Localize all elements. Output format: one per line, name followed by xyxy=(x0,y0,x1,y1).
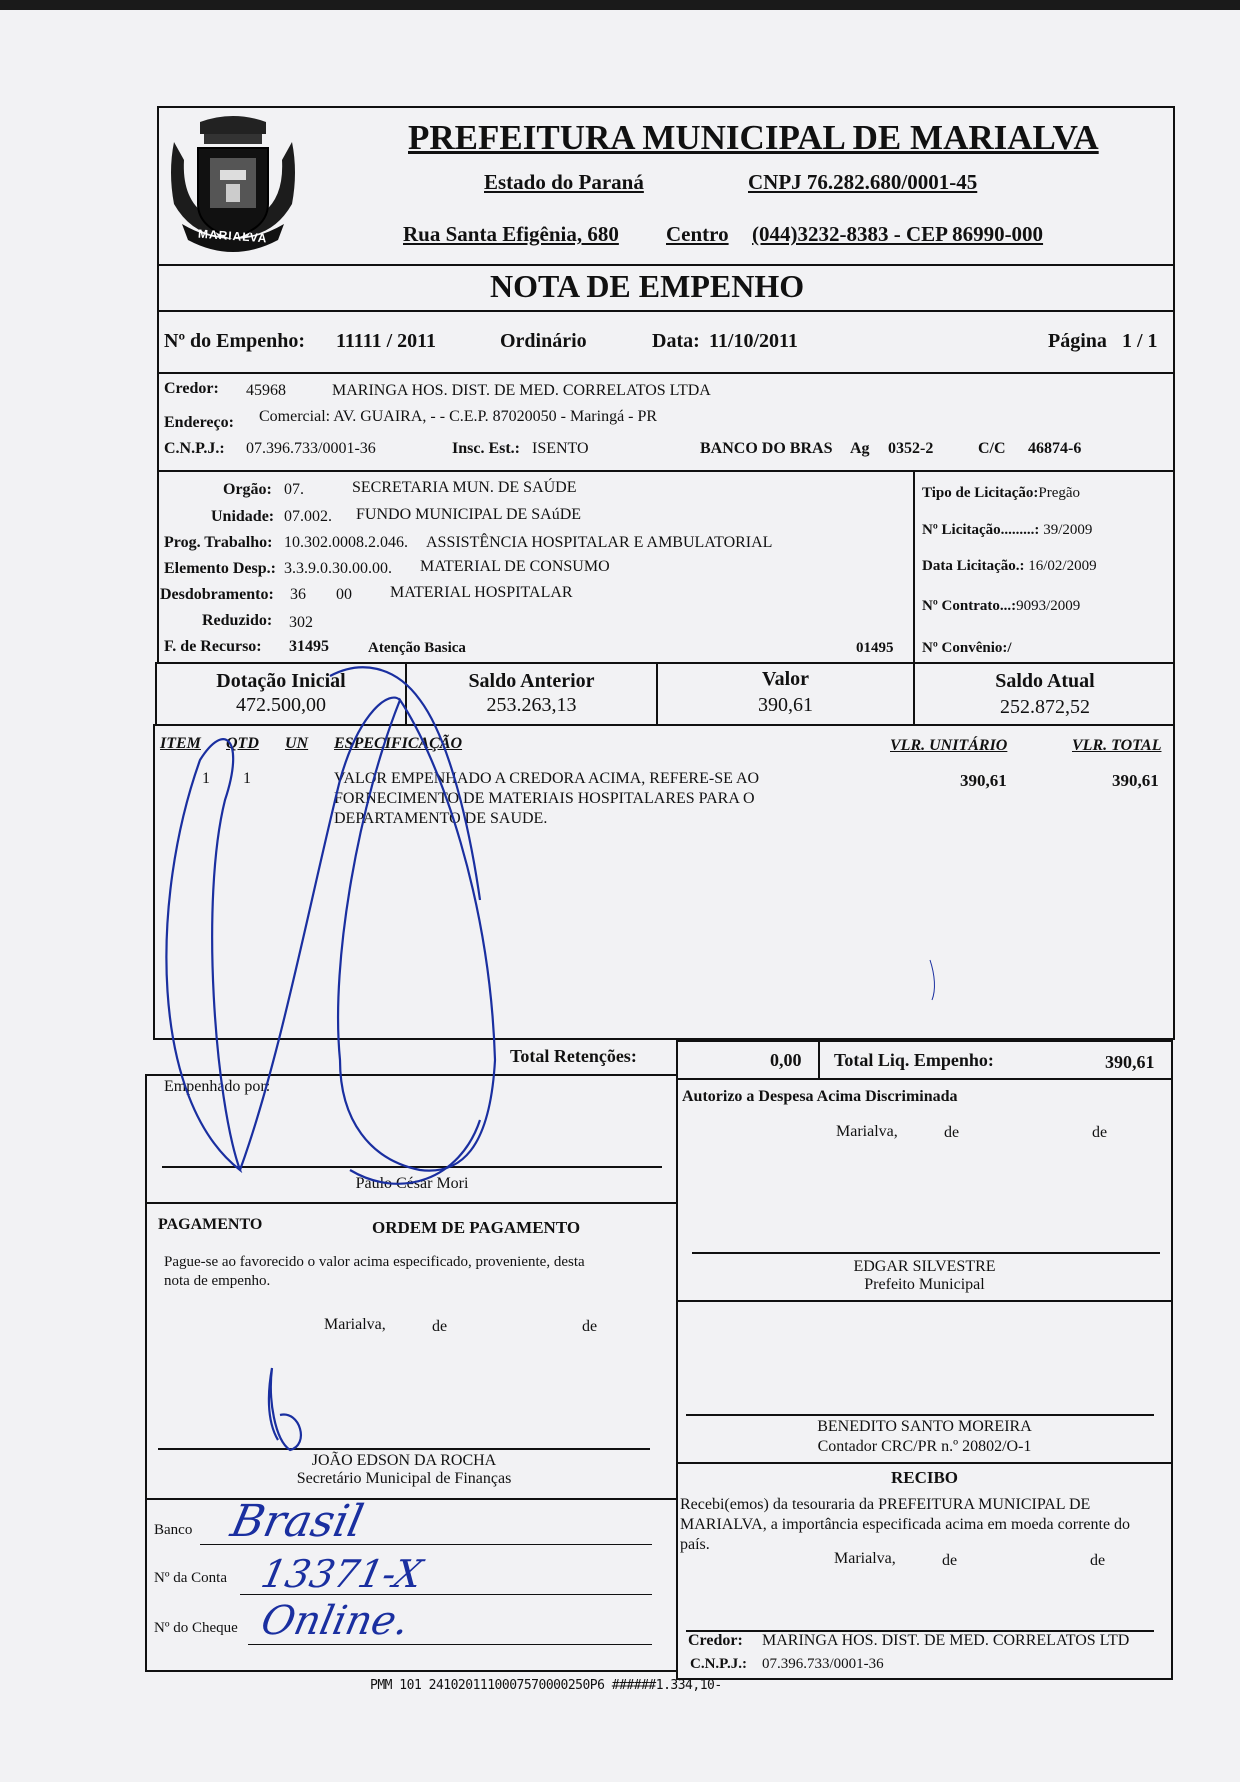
empenho-number: 11111 / 2011 xyxy=(336,330,437,352)
recibo-cnpj-label: C.N.P.J.: xyxy=(690,1656,747,1672)
elemento-code: 3.3.9.0.30.00.00. xyxy=(284,560,392,577)
ie-label: Insc. Est.: xyxy=(452,440,521,457)
page-label: Página xyxy=(1048,330,1107,352)
elemento-label: Elemento Desp.: xyxy=(164,560,276,577)
bank-name: BANCO DO BRAS xyxy=(700,440,833,457)
recibo-credor-label: Credor: xyxy=(688,1632,743,1649)
creditor-cnpj-label: C.N.P.J.: xyxy=(164,440,225,457)
unidade-label: Unidade: xyxy=(211,508,275,525)
recibo-line1: Recebi(emos) da tesouraria da PREFEITURA MUNICIPAL DE xyxy=(680,1496,1091,1513)
licitacao-numero-label: Nº Licitação.........: xyxy=(922,522,1040,538)
item-desc-line1: VALOR EMPENHADO A CREDORA ACIMA, REFERE-SE AO xyxy=(334,770,760,787)
recibo-place: Marialva, xyxy=(834,1550,896,1567)
street-label: Rua Santa Efigênia, 680 xyxy=(403,222,619,246)
item-desc-line3: DEPARTAMENTO DE SAUDE. xyxy=(334,810,548,827)
empenho-type: Ordinário xyxy=(500,330,587,352)
balance-value-valor: 390,61 xyxy=(758,694,813,716)
empenhado-por-label: Empenhado por: xyxy=(164,1078,271,1095)
page-number: 1 / 1 xyxy=(1122,330,1158,352)
recibo-cnpj: 07.396.733/0001-36 xyxy=(762,1656,884,1672)
licitacao-tipo-value: Pregão xyxy=(1038,485,1081,501)
phone-cep-label: (044)3232-8383 - CEP 86990-000 xyxy=(752,222,1044,246)
autorizo-place: Marialva, xyxy=(836,1123,898,1140)
empenhado-name: Paulo César Mori xyxy=(355,1175,469,1192)
licitacao-numero-value: 39/2009 xyxy=(1039,522,1093,538)
unidade-code: 07.002. xyxy=(284,508,332,525)
col-total-value: VLR. TOTAL xyxy=(1072,737,1162,754)
pagamento-de-2: de xyxy=(582,1318,598,1335)
autorizo-de-1: de xyxy=(944,1124,960,1141)
recibo-credor-name: MARINGA HOS. DIST. DE MED. CORRELATOS LTD xyxy=(762,1632,1130,1649)
pagamento-label: PAGAMENTO xyxy=(158,1216,263,1233)
balance-value-dotacao: 472.500,00 xyxy=(236,694,326,716)
agency-label: Ag xyxy=(850,440,870,457)
district-label: Centro xyxy=(666,222,729,246)
item-number: 1 xyxy=(202,770,210,787)
licitacao-data-value: 16/02/2009 xyxy=(1024,558,1097,574)
desdobramento-label: Desdobramento: xyxy=(160,586,274,603)
total-retencoes-label: Total Retenções: xyxy=(510,1046,637,1066)
ordem-pagamento-label: ORDEM DE PAGAMENTO xyxy=(372,1218,581,1237)
prog-name: ASSISTÊNCIA HOSPITALAR E AMBULATORIAL xyxy=(426,534,773,551)
total-liquido-value: 390,61 xyxy=(1105,1052,1155,1072)
creditor-address: Comercial: AV. GUAIRA, - - C.E.P. 87020050 - Maringá - PR xyxy=(259,408,658,425)
agency-value: 0352-2 xyxy=(888,440,934,457)
licitacao-data-label: Data Licitação.: xyxy=(922,558,1025,574)
total-retencoes-value: 0,00 xyxy=(770,1050,802,1070)
col-item: ITEM xyxy=(160,735,201,752)
pagamento-text-line1: Pague-se ao favorecido o valor acima especificado, proveniente, desta xyxy=(164,1254,585,1270)
elemento-name: MATERIAL DE CONSUMO xyxy=(420,558,610,575)
crest-banner-text: MARIALVA xyxy=(197,226,268,246)
contrato-value: 9093/2009 xyxy=(1016,598,1081,614)
desdobramento-code: 36 xyxy=(290,586,306,603)
empenho-date-label: Data: xyxy=(652,330,700,352)
cnpj-label: CNPJ 76.282.680/0001-45 xyxy=(748,170,978,194)
recurso-code: 31495 xyxy=(289,638,329,655)
banco-label: Banco xyxy=(154,1522,193,1538)
creditor-name: MARINGA HOS. DIST. DE MED. CORRELATOS LTDA xyxy=(332,382,711,399)
account-value: 46874-6 xyxy=(1028,440,1082,457)
recurso-name: Atenção Basica xyxy=(368,640,466,656)
balance-value-saldo-atual: 252.872,52 xyxy=(1000,696,1090,718)
conta-handwritten: 13371-X xyxy=(257,1552,427,1596)
pagamento-de-1: de xyxy=(432,1318,448,1335)
pagamento-role: Secretário Municipal de Finanças xyxy=(296,1470,512,1487)
cheque-label: Nº do Cheque xyxy=(154,1620,238,1636)
recibo-de-1: de xyxy=(942,1552,958,1569)
item-total-value: 390,61 xyxy=(1112,771,1159,790)
orgao-code: 07. xyxy=(284,481,304,498)
item-qty: 1 xyxy=(243,770,251,787)
contador-name: BENEDITO SANTO MOREIRA xyxy=(817,1418,1032,1435)
recibo-line2: MARIALVA, a importância especificada acima em moeda corrente do xyxy=(680,1516,1131,1533)
conta-label: Nº da Conta xyxy=(154,1570,227,1586)
prog-code: 10.302.0008.2.046. xyxy=(284,534,408,551)
creditor-cnpj: 07.396.733/0001-36 xyxy=(246,440,376,457)
balance-label-saldo-anterior: Saldo Anterior xyxy=(468,670,595,692)
recibo-de-2: de xyxy=(1090,1552,1106,1569)
banco-handwritten: Brasil xyxy=(226,1496,368,1547)
balance-label-dotacao: Dotação Inicial xyxy=(216,670,346,692)
recibo-title: RECIBO xyxy=(890,1468,959,1487)
document-title: NOTA DE EMPENHO xyxy=(490,268,805,304)
pagamento-text-line2: nota de empenho. xyxy=(164,1273,271,1289)
contador-role: Contador CRC/PR n.º 20802/O-1 xyxy=(817,1438,1032,1455)
recurso-number: 01495 xyxy=(856,640,894,656)
col-un: UN xyxy=(285,735,309,752)
balance-value-saldo-anterior: 253.263,13 xyxy=(486,694,577,716)
orgao-label: Orgão: xyxy=(223,481,272,498)
autorizo-label: Autorizo a Despesa Acima Discriminada xyxy=(682,1088,958,1105)
reduzido-value: 302 xyxy=(289,614,313,631)
reduzido-label: Reduzido: xyxy=(202,612,273,629)
creditor-code: 45968 xyxy=(246,382,286,399)
state-label: Estado do Paraná xyxy=(484,170,644,194)
empenho-date: 11/10/2011 xyxy=(709,330,798,352)
desdobramento-name: MATERIAL HOSPITALAR xyxy=(390,584,573,601)
recibo-line3: país. xyxy=(680,1536,710,1553)
col-unit-value: VLR. UNITÁRIO xyxy=(890,737,1008,754)
cheque-handwritten: Online. xyxy=(257,1598,414,1644)
col-especificacao: ESPECIFICAÇÃO xyxy=(334,735,463,752)
col-qtd: QTD xyxy=(226,735,259,752)
unidade-name: FUNDO MUNICIPAL DE SAúDE xyxy=(356,506,582,523)
pagamento-place: Marialva, xyxy=(324,1316,386,1333)
autorizo-role: Prefeito Municipal xyxy=(864,1276,985,1293)
contrato-label: Nº Contrato...: xyxy=(922,598,1017,614)
item-unit-value: 390,61 xyxy=(960,771,1007,790)
pagamento-signatory: JOÃO EDSON DA ROCHA xyxy=(311,1452,497,1469)
total-liquido-label: Total Liq. Empenho: xyxy=(834,1050,994,1070)
empenho-number-label: Nº do Empenho: xyxy=(164,330,306,352)
footer-code: PMM 101 2410201110007570000250P6 ######1.334,10- xyxy=(370,1678,722,1693)
prog-label: Prog. Trabalho: xyxy=(164,534,273,551)
ie-value: ISENTO xyxy=(532,440,589,457)
item-desc-line2: FORNECIMENTO DE MATERIAIS HOSPITALARES PARA O xyxy=(334,790,755,807)
autorizo-de-2: de xyxy=(1092,1124,1108,1141)
convenio-label: Nº Convênio:/ xyxy=(922,640,1012,656)
orgao-name: SECRETARIA MUN. DE SAÚDE xyxy=(352,479,577,496)
recurso-label: F. de Recurso: xyxy=(164,638,262,655)
desdobramento-sub: 00 xyxy=(336,586,352,603)
autorizo-signatory: EDGAR SILVESTRE xyxy=(853,1258,996,1275)
address-label: Endereço: xyxy=(164,414,234,431)
account-label: C/C xyxy=(978,440,1006,457)
balance-label-valor: Valor xyxy=(761,668,810,690)
municipality-title: PREFEITURA MUNICIPAL DE MARIALVA xyxy=(408,118,1099,157)
licitacao-tipo-label: Tipo de Licitação: xyxy=(922,485,1039,501)
creditor-label: Credor: xyxy=(164,380,219,397)
balance-label-saldo-atual: Saldo Atual xyxy=(995,670,1095,692)
